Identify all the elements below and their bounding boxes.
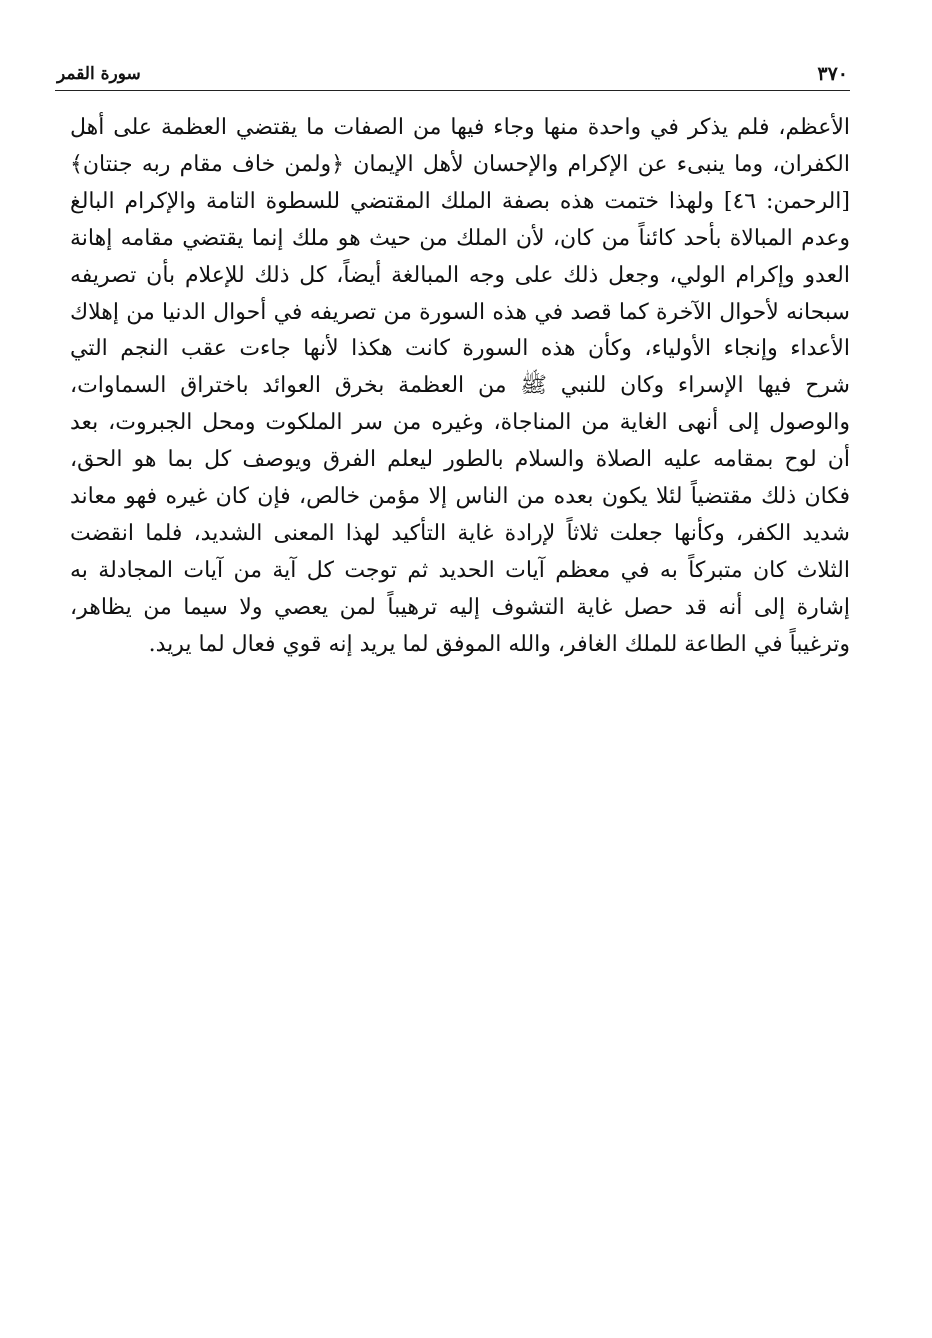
- text-line: إشارة إلى أنه قد حصل غاية التشوف إليه ترهيباً لمن يعصي ولا سيما من يظاهر،: [70, 594, 850, 620]
- text-line: والوصول إلى أنهى الغاية من المناجاة، وغيره من سر الملكوت ومحل الجبروت، بعد: [70, 410, 850, 436]
- page-number: ٣٧٠: [817, 63, 848, 85]
- text-line: شديد الكفر، وكأنها جعلت ثلاثاً لإرادة غاية التأكيد لهذا المعنى الشديد، فلما انقضت: [70, 520, 850, 546]
- page-header: [55, 56, 850, 91]
- running-title: سورة القمر: [57, 64, 141, 84]
- text-line: العدو وإكرام الولي، وجعل ذلك على وجه المبالغة أيضاً، كل ذلك للإعلام بأن تصريفه: [70, 262, 850, 288]
- text-line: الأعظم، فلم يذكر في واحدة منها وجاء فيها من الصفات ما يقتضي العظمة على أهل: [70, 115, 850, 140]
- text-line: فكان ذلك مقتضياً لئلا يكون بعده من الناس إلا مؤمن خالص، فإن كان غيره فهو معاند: [70, 484, 850, 510]
- text-line: سبحانه لأحوال الآخرة كما قصد في هذه السورة من تصريفه في أحوال الدنيا من إهلاك: [70, 299, 850, 325]
- text-line: وعدم المبالاة بأحد كائناً من كان، لأن الملك من حيث هو ملك إنما يقتضي مقامه إهانة: [70, 225, 850, 251]
- text-line: أن لوح بمقامه عليه الصلاة والسلام بالطور ليعلم الفرق ويوصف كل بما هو الحق،: [70, 447, 850, 473]
- text-line: شرح فيها الإسراء وكان للنبي ﷺ من العظمة بخرق العوائد باختراق السماوات،: [70, 373, 850, 399]
- text-line: الكفران، وما ينبىء عن الإكرام والإحسان لأهل الإيمان ﴿ولمن خاف مقام ربه جنتان﴾: [70, 151, 850, 177]
- text-line: الأعداء وإنجاء الأولياء، وكأن هذه السورة كانت هكذا لأنها جاءت عقب النجم التي: [70, 336, 850, 362]
- text-line: [الرحمن: ٤٦] ولهذا ختمت هذه بصفة الملك المقتضي للسطوة التامة والإكرام البالغ: [70, 188, 850, 214]
- text-line: الثلاث كان متبركاً به في معظم آيات الحديد ثم توجت كل آية من آيات المجادلة به: [70, 557, 850, 583]
- body-text: [70, 110, 850, 664]
- text-line: وترغيباً في الطاعة للملك الغافر، والله الموفق لما يريد إنه قوي فعال لما يريد.: [148, 631, 850, 657]
